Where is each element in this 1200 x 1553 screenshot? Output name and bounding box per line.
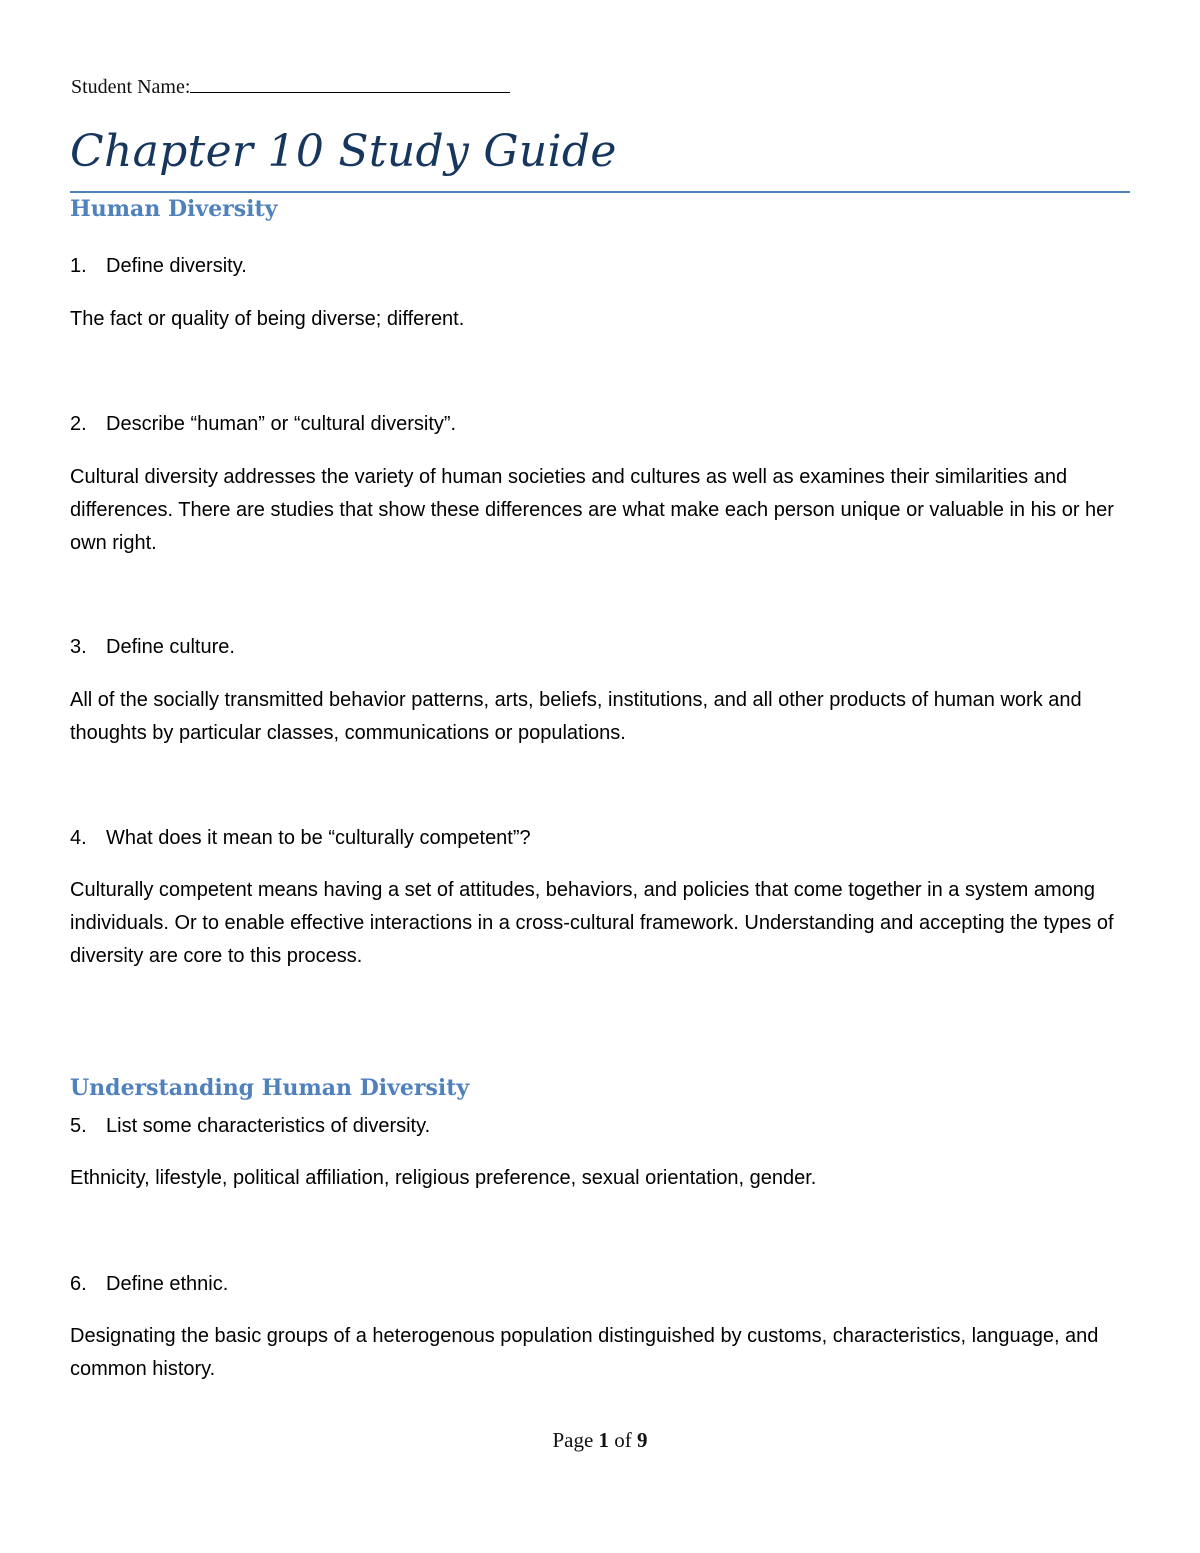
answer-5: Ethnicity, lifestyle, political affiliation, religious preference, sexual orientation, gender.	[70, 1167, 817, 1189]
question-text: List some characteristics of diversity.	[106, 1115, 431, 1137]
section-heading-human-diversity: Human Diversity	[70, 196, 278, 222]
title-divider	[70, 191, 1130, 193]
question-number: 2.	[70, 413, 87, 435]
answer-4: Culturally competent means having a set of attitudes, behaviors, and policies that come together in a system among individuals. Or to enable effective interactions in a cross-cultural framework. Understanding and accepting the types of diversity are core to this process.	[70, 879, 1114, 967]
question-6	[70, 1268, 228, 1301]
page-title: Chapter 10 Study Guide	[70, 126, 617, 177]
section-heading-understanding-human-diversity: Understanding Human Diversity	[70, 1075, 470, 1101]
question-5	[70, 1110, 430, 1143]
question-2	[70, 408, 456, 441]
page-word: Page	[552, 1428, 594, 1452]
question-4	[70, 822, 531, 855]
question-number: 1.	[70, 255, 87, 277]
question-text: Define ethnic.	[106, 1273, 229, 1295]
question-1	[70, 250, 247, 283]
page-footer	[0, 1428, 1200, 1453]
question-text: What does it mean to be “culturally competent”?	[106, 827, 531, 849]
question-text: Define culture.	[106, 636, 235, 658]
of-word: of	[614, 1428, 632, 1452]
student-name-label: Student Name:	[71, 76, 191, 98]
question-number: 5.	[70, 1115, 87, 1137]
answer-6: Designating the basic groups of a heterogenous population distinguished by customs, characteristics, language, and common history.	[70, 1325, 1099, 1380]
answer-2: Cultural diversity addresses the variety of human societies and cultures as well as examines their similarities and differences. There are studies that show these differences are what make each person unique or valuable in his or her own right.	[70, 466, 1114, 554]
question-number: 4.	[70, 827, 87, 849]
answer-3: All of the socially transmitted behavior patterns, arts, beliefs, institutions, and all other products of human work and thoughts by particular classes, communications or populations.	[70, 689, 1082, 744]
answer-1: The fact or quality of being diverse; different.	[70, 308, 465, 330]
student-name-blank[interactable]	[190, 72, 510, 93]
total-pages-number: 9	[637, 1428, 648, 1452]
question-text: Define diversity.	[106, 255, 247, 277]
question-number: 6.	[70, 1273, 87, 1295]
student-name-line	[71, 72, 510, 99]
current-page-number: 1	[598, 1428, 610, 1452]
question-3	[70, 631, 235, 664]
question-number: 3.	[70, 636, 87, 658]
question-text: Describe “human” or “cultural diversity”.	[106, 413, 457, 435]
